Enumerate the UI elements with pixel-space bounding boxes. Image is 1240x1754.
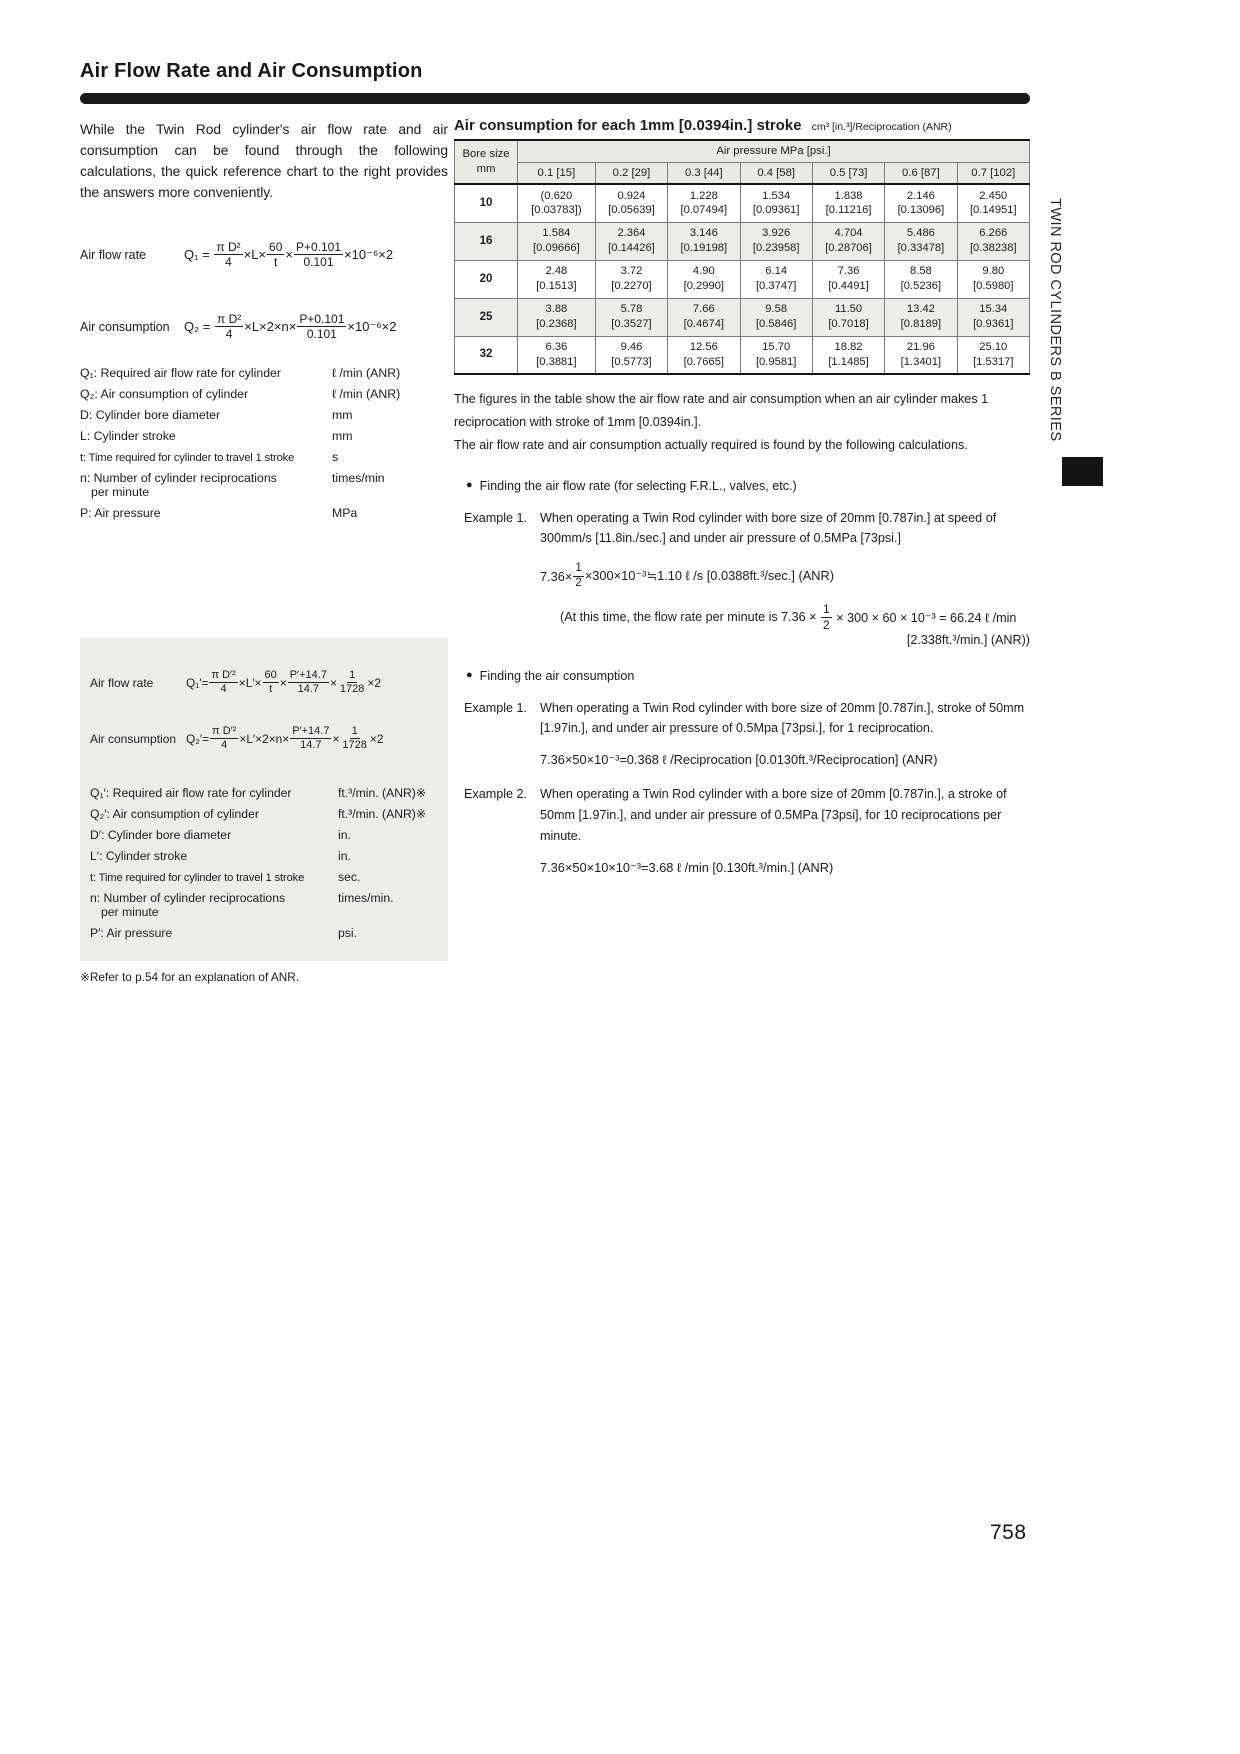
definition-row xyxy=(80,387,448,401)
table-unit-label: cm³ [in.³]/Reciprocation (ANR) xyxy=(811,121,952,133)
value-cell xyxy=(595,298,667,336)
left-column xyxy=(80,120,448,984)
metric-value: 9.80 xyxy=(982,265,1005,278)
value-cell xyxy=(518,336,596,374)
intro-paragraph: While the Twin Rod cylinder's air flow rate and air consumption can be found through the following calculations, the quick reference chart to the right provides the answers more conveniently. xyxy=(80,122,448,200)
definition-unit: psi. xyxy=(338,925,357,940)
imperial-value: [0.38238] xyxy=(969,242,1017,254)
definition-label-line2: per minute xyxy=(101,904,159,919)
example-label: Example 1. xyxy=(464,700,527,715)
header-row-1 xyxy=(455,140,1030,162)
metric-value: 2.364 xyxy=(617,227,646,240)
definition-row xyxy=(80,366,448,380)
definition-label: n: Number of cylinder reciprocations per minute xyxy=(80,471,332,499)
example-text: When operating a Twin Rod cylinder with bore size of 20mm [0.787in.] at speed of 300mm/s [11.8in./sec.] and under air pressure of 0.5MPa [73psi.] xyxy=(540,510,997,546)
value-cell xyxy=(518,184,596,222)
section-heading-row xyxy=(466,479,1030,493)
table-row xyxy=(455,298,1030,336)
bore-size-cell: 25 xyxy=(455,298,518,336)
value-cell xyxy=(740,336,812,374)
imperial-air-consumption-formula xyxy=(186,725,383,752)
definition-row xyxy=(90,891,438,919)
example-text: When operating a Twin Rod cylinder with a bore size of 20mm [0.787in.], a stroke of 50mm [1.97in.], and under air pressure of 0.5MPa [73psi], for 10 reciprocations per minute. xyxy=(540,787,1007,843)
imperial-value: [0.7665] xyxy=(683,355,725,368)
metric-value: 3.72 xyxy=(620,265,643,278)
pressure-column-header: 0.6 [87] xyxy=(885,162,957,184)
value-cell xyxy=(957,260,1029,298)
imperial-value: [0.2368] xyxy=(536,318,577,330)
definition-label: L: Cylinder stroke xyxy=(80,428,176,443)
imperial-value: [0.11216] xyxy=(825,204,872,217)
definition-label-line2: per minute xyxy=(91,484,150,499)
value-cell xyxy=(668,222,740,260)
definition-row xyxy=(90,828,438,842)
bore-size-header-line2: mm xyxy=(476,163,496,175)
imperial-air-flow-rate-formula xyxy=(186,669,381,696)
definition-label: L′: Cylinder stroke xyxy=(90,848,188,863)
definition-row xyxy=(90,849,438,863)
value-cell xyxy=(740,260,812,298)
imperial-value: [0.19198] xyxy=(680,242,728,254)
definition-row xyxy=(80,429,448,443)
flow-example-calculation xyxy=(540,562,834,590)
formula-term: Q₂ = xyxy=(184,319,214,335)
fraction: $\frac{\text{π D′²}}{4}$ xyxy=(211,669,236,696)
imperial-value: [0.9581] xyxy=(755,355,797,368)
fraction: $\frac{\text{π D²}}{4}$ xyxy=(216,312,242,342)
imperial-value: [0.4491] xyxy=(828,280,869,292)
metric-value: 2.48 xyxy=(545,265,568,278)
table-row xyxy=(455,260,1030,298)
metric-value: 3.88 xyxy=(545,303,568,316)
imperial-value: [0.28706] xyxy=(825,242,872,254)
section-heading-row xyxy=(466,669,1030,683)
table-note: The air flow rate and air consumption actually required is found by the following calculations. xyxy=(454,437,968,452)
bore-size-header xyxy=(455,140,518,184)
value-cell xyxy=(740,222,812,260)
formula-label: Air consumption xyxy=(90,731,177,746)
example-label: Example 2. xyxy=(464,787,527,802)
value-cell xyxy=(595,336,667,374)
air-pressure-header: Air pressure MPa [psi.] xyxy=(518,140,1030,162)
title-underline-bar xyxy=(80,93,1030,104)
formula-term: ×10⁻⁶×2 xyxy=(344,246,394,262)
page-number: 758 xyxy=(990,1521,1027,1544)
imperial-value: [0.7018] xyxy=(828,318,869,330)
metric-value: 6.266 xyxy=(979,227,1008,240)
metric-value: 12.56 xyxy=(689,341,718,354)
metric-value: (0.620 xyxy=(540,189,573,202)
value-cell xyxy=(668,184,740,222)
value-cell xyxy=(885,336,957,374)
fraction: $\frac{60}{t}$ xyxy=(264,669,277,696)
value-cell xyxy=(812,336,884,374)
metric-value: 1.228 xyxy=(689,189,718,202)
value-cell xyxy=(518,260,596,298)
value-cell xyxy=(812,184,884,222)
table-title-row xyxy=(454,118,1030,134)
metric-value: 4.704 xyxy=(834,227,863,240)
fraction: $\frac{P+0.101}{0.101}$ xyxy=(299,312,345,342)
imperial-value: [0.23958] xyxy=(752,242,800,254)
formula-term: ×2 xyxy=(367,675,381,690)
formula-term: × xyxy=(332,731,340,746)
anr-footnote: ※Refer to p.54 for an explanation of ANR. xyxy=(80,969,300,984)
metric-value: 8.58 xyxy=(910,265,932,278)
value-cell xyxy=(518,298,596,336)
imperial-value: [1.1485] xyxy=(828,355,869,368)
formula-term: ×2 xyxy=(369,731,384,746)
consumption-example1-calculation xyxy=(540,752,938,768)
metric-value: 11.50 xyxy=(834,303,863,316)
definition-unit: ft.³/min. (ANR)※ xyxy=(338,785,427,800)
right-column xyxy=(454,118,1030,877)
value-cell xyxy=(885,260,957,298)
formula-term: × xyxy=(279,675,287,690)
bore-size-cell: 16 xyxy=(455,222,518,260)
note-line-1 xyxy=(560,602,1016,631)
definition-label: P′: Air pressure xyxy=(90,925,173,940)
imperial-units-box xyxy=(80,638,448,961)
imperial-value: [0.3527] xyxy=(611,318,652,330)
metric-value: 25.10 xyxy=(979,341,1008,354)
metric-value: 6.14 xyxy=(765,265,788,278)
formula-term: 7.36× xyxy=(540,568,573,584)
fraction: $\frac{1}{1728}$ xyxy=(339,669,365,696)
metric-air-flow-rate-formula xyxy=(184,240,393,269)
imperial-air-consumption-row xyxy=(90,716,438,762)
value-cell xyxy=(740,298,812,336)
definition-row xyxy=(80,506,448,520)
section-heading: Finding the air flow rate (for selecting F.R.L., valves, etc.) xyxy=(479,478,797,493)
definition-unit: ft.³/min. (ANR)※ xyxy=(338,806,427,821)
definition-row xyxy=(90,926,438,940)
value-cell xyxy=(885,222,957,260)
metric-value: 4.90 xyxy=(692,265,715,278)
value-cell xyxy=(812,260,884,298)
definition-label: Q₁: Required air flow rate for cylinder xyxy=(80,365,281,380)
note-line-2: [2.338ft.³/min.] (ANR)) xyxy=(906,632,1030,647)
metric-value: 5.486 xyxy=(906,227,935,240)
imperial-value: [0.5773] xyxy=(611,355,652,368)
metric-value: 1.838 xyxy=(834,189,863,202)
pressure-column-header: 0.3 [44] xyxy=(668,162,740,184)
definition-label: n: Number of cylinder reciprocations per minute xyxy=(90,891,338,919)
metric-value: 1.534 xyxy=(762,189,791,202)
formula-term: × xyxy=(285,247,293,263)
formula-term: (At this time, the flow rate per minute is 7.36 × xyxy=(560,610,821,625)
imperial-value: [0.5846] xyxy=(755,318,797,330)
metric-value: 9.46 xyxy=(620,341,643,354)
value-cell xyxy=(668,336,740,374)
metric-value: 6.36 xyxy=(545,341,568,354)
example-text: When operating a Twin Rod cylinder with bore size of 20mm [0.787in.], stroke of 50mm [1.97in.], and under air pressure of 0.5Mpa [73psi.], for 1 reciprocation. xyxy=(540,700,1025,736)
metric-value: 7.66 xyxy=(692,303,715,316)
fraction: $\frac{1}{1728}$ xyxy=(342,725,367,752)
formula-term: ×L×2×n× xyxy=(244,319,297,335)
metric-value: 0.924 xyxy=(617,189,646,202)
formula-term: ×L′× xyxy=(238,675,262,690)
air-flow-rate-section xyxy=(454,479,1030,647)
consumption-example2-calculation xyxy=(540,860,833,876)
imperial-value: [0.33478] xyxy=(897,242,945,254)
metric-value: 13.42 xyxy=(906,303,935,316)
value-cell xyxy=(812,298,884,336)
definition-row xyxy=(90,807,438,821)
definition-row xyxy=(90,786,438,800)
fraction: $\frac{\text{π D′²}}{4}$ xyxy=(212,725,237,752)
pressure-column-header: 0.7 [102] xyxy=(957,162,1029,184)
pressure-column-header: 0.5 [73] xyxy=(812,162,884,184)
definition-label: D: Cylinder bore diameter xyxy=(80,407,221,422)
bore-size-cell: 20 xyxy=(455,260,518,298)
fraction: $\frac{\text{π D²}}{4}$ xyxy=(216,240,241,270)
definition-row xyxy=(90,870,438,884)
formula-term: ×L× xyxy=(243,247,267,263)
formula-term: Q₁′= xyxy=(186,675,209,690)
flow-rate-per-minute-note xyxy=(560,602,1030,646)
definition-unit: mm xyxy=(332,428,353,443)
imperial-value: [0.2990] xyxy=(683,280,725,292)
metric-value: 9.58 xyxy=(765,303,788,316)
pressure-column-header: 0.2 [29] xyxy=(595,162,667,184)
imperial-value: [0.9361] xyxy=(973,318,1014,330)
definition-unit: ℓ /min (ANR) xyxy=(332,386,401,401)
imperial-value: [0.3747] xyxy=(755,280,797,292)
metric-value: 15.70 xyxy=(762,341,791,354)
imperial-value: [1.5317] xyxy=(973,355,1014,368)
definition-row xyxy=(80,471,448,499)
value-cell xyxy=(812,222,884,260)
definition-label: D′: Cylinder bore diameter xyxy=(90,827,232,842)
fraction: $\frac{1}{2}$ xyxy=(823,602,830,632)
definition-unit: times/min xyxy=(332,470,385,485)
value-cell xyxy=(885,184,957,222)
pressure-columns-row xyxy=(455,162,1030,184)
definition-label: Q₁′: Required air flow rate for cylinder xyxy=(90,785,292,800)
imperial-definitions-list xyxy=(90,786,438,940)
formula-term: 7.36×50×10⁻³=0.368 ℓ /Reciprocation [0.0130ft.³/Reciprocation] (ANR) xyxy=(540,752,938,768)
metric-value: 7.36 xyxy=(837,265,860,278)
value-cell xyxy=(740,184,812,222)
imperial-value: [0.09361] xyxy=(752,204,800,217)
value-cell xyxy=(957,298,1029,336)
formula-label: Air consumption xyxy=(80,319,170,334)
fraction: $\frac{60}{t}$ xyxy=(269,240,283,270)
formula-term: Q₁ = xyxy=(184,247,214,263)
example-row xyxy=(454,784,1030,846)
definition-label: t: Time required for cylinder to travel 1 stroke xyxy=(80,451,295,464)
imperial-air-flow-rate-row xyxy=(90,660,438,706)
value-cell xyxy=(595,184,667,222)
definition-unit: sec. xyxy=(338,869,361,884)
value-cell xyxy=(595,260,667,298)
example-label: Example 1. xyxy=(464,510,527,525)
metric-air-consumption-formula xyxy=(184,312,396,341)
value-cell xyxy=(885,298,957,336)
value-cell xyxy=(957,222,1029,260)
bore-size-header-line1: Bore size xyxy=(462,147,510,160)
imperial-value: [1.3401] xyxy=(900,355,942,368)
formula-term: 7.36×50×10×10⁻³=3.68 ℓ /min [0.130ft.³/min.] (ANR) xyxy=(540,859,834,875)
pressure-column-header: 0.1 [15] xyxy=(518,162,596,184)
definition-unit: in. xyxy=(338,827,351,842)
metric-value: 2.450 xyxy=(979,189,1008,202)
table-row xyxy=(455,222,1030,260)
metric-value: 5.78 xyxy=(620,303,643,316)
definition-label: Q₂′: Air consumption of cylinder xyxy=(90,806,259,821)
formula-term: × 300 × 60 × 10⁻³ = 66.24 ℓ /min xyxy=(832,610,1017,625)
metric-value: 3.146 xyxy=(689,227,718,240)
formula-term: ×L′×2×n× xyxy=(239,731,290,746)
metric-value: 3.926 xyxy=(762,227,791,240)
table-title: Air consumption for each 1mm [0.0394in.] stroke xyxy=(454,118,802,134)
metric-value: 2.146 xyxy=(906,189,935,202)
definition-row xyxy=(80,450,448,464)
definition-unit: MPa xyxy=(332,505,358,520)
imperial-value: [0.8189] xyxy=(900,318,942,330)
table-header xyxy=(455,140,1030,184)
bore-size-cell: 32 xyxy=(455,336,518,374)
value-cell xyxy=(957,336,1029,374)
formula-label: Air flow rate xyxy=(80,247,146,262)
imperial-value: [0.3881] xyxy=(536,355,577,368)
metric-value: 21.96 xyxy=(906,341,935,354)
definition-unit: ℓ /min (ANR) xyxy=(332,365,401,380)
imperial-value: [0.1513] xyxy=(536,280,577,292)
imperial-value: [0.5980] xyxy=(973,280,1014,292)
imperial-value: [0.2270] xyxy=(611,280,652,292)
formula-term: ×300×10⁻³≒1.10 ℓ /s [0.0388ft.³/sec.] (ANR) xyxy=(584,568,835,584)
value-cell xyxy=(595,222,667,260)
definition-unit: times/min. xyxy=(338,890,394,905)
formula-term: ×10⁻⁶×2 xyxy=(347,318,397,334)
metric-value: 18.82 xyxy=(834,341,863,354)
bullet-icon: ● xyxy=(466,479,473,492)
bullet-icon: ● xyxy=(466,669,473,682)
table-note: The figures in the table show the air flow rate and air consumption when an air cylinder makes 1 reciprocation with stroke of 1mm [0.0394in.]. xyxy=(454,392,989,429)
definition-unit: mm xyxy=(332,407,353,422)
definition-unit: in. xyxy=(338,848,351,863)
value-cell xyxy=(668,260,740,298)
air-consumption-table xyxy=(454,139,1030,375)
metric-definitions-list xyxy=(80,366,448,520)
definition-label: t: Time required for cylinder to travel 1 stroke xyxy=(90,871,305,884)
definition-unit: s xyxy=(332,449,339,464)
table-body xyxy=(455,184,1030,374)
fraction: $\frac{1}{2}$ xyxy=(575,562,582,589)
imperial-value: [0.14951] xyxy=(969,204,1017,217)
fraction: $\frac{P'+14.7}{14.7}$ xyxy=(289,669,327,696)
imperial-value: [0.03783]) xyxy=(531,204,582,217)
imperial-value: [0.4674] xyxy=(683,318,725,330)
page-title: Air Flow Rate and Air Consumption xyxy=(80,60,423,82)
fraction: $\frac{P'+14.7}{14.7}$ xyxy=(292,725,330,752)
value-cell xyxy=(957,184,1029,222)
formula-term: × xyxy=(329,675,337,690)
imperial-value: [0.14426] xyxy=(608,242,655,254)
imperial-value: [0.09666] xyxy=(533,242,580,254)
metric-air-flow-rate-row xyxy=(80,234,448,276)
definition-label: Q₂: Air consumption of cylinder xyxy=(80,386,249,401)
section-heading: Finding the air consumption xyxy=(479,668,635,683)
table-row xyxy=(455,184,1030,222)
example-row xyxy=(454,508,1030,550)
definition-row xyxy=(80,408,448,422)
bore-size-cell: 10 xyxy=(455,184,518,222)
value-cell xyxy=(518,222,596,260)
pressure-column-header: 0.4 [58] xyxy=(740,162,812,184)
imperial-value: [0.13096] xyxy=(897,204,945,217)
metric-value: 15.34 xyxy=(979,303,1008,316)
imperial-value: [0.07494] xyxy=(680,204,728,217)
air-consumption-section xyxy=(454,669,1030,877)
series-sidebar-label: TWIN ROD CYLINDERS B SERIES xyxy=(1047,198,1063,442)
formula-term: Q₂′= xyxy=(186,731,210,746)
table-row xyxy=(455,336,1030,374)
table-notes xyxy=(454,388,1030,457)
formula-label: Air flow rate xyxy=(90,675,154,690)
metric-air-consumption-row xyxy=(80,306,448,348)
definition-label: P: Air pressure xyxy=(80,505,161,520)
series-index-tab xyxy=(1062,457,1103,486)
example-row xyxy=(454,698,1030,740)
imperial-value: [0.05639] xyxy=(608,204,655,217)
value-cell xyxy=(668,298,740,336)
fraction: $\frac{P+0.101}{0.101}$ xyxy=(295,240,342,270)
imperial-value: [0.5236] xyxy=(900,280,942,292)
metric-value: 1.584 xyxy=(542,227,571,240)
